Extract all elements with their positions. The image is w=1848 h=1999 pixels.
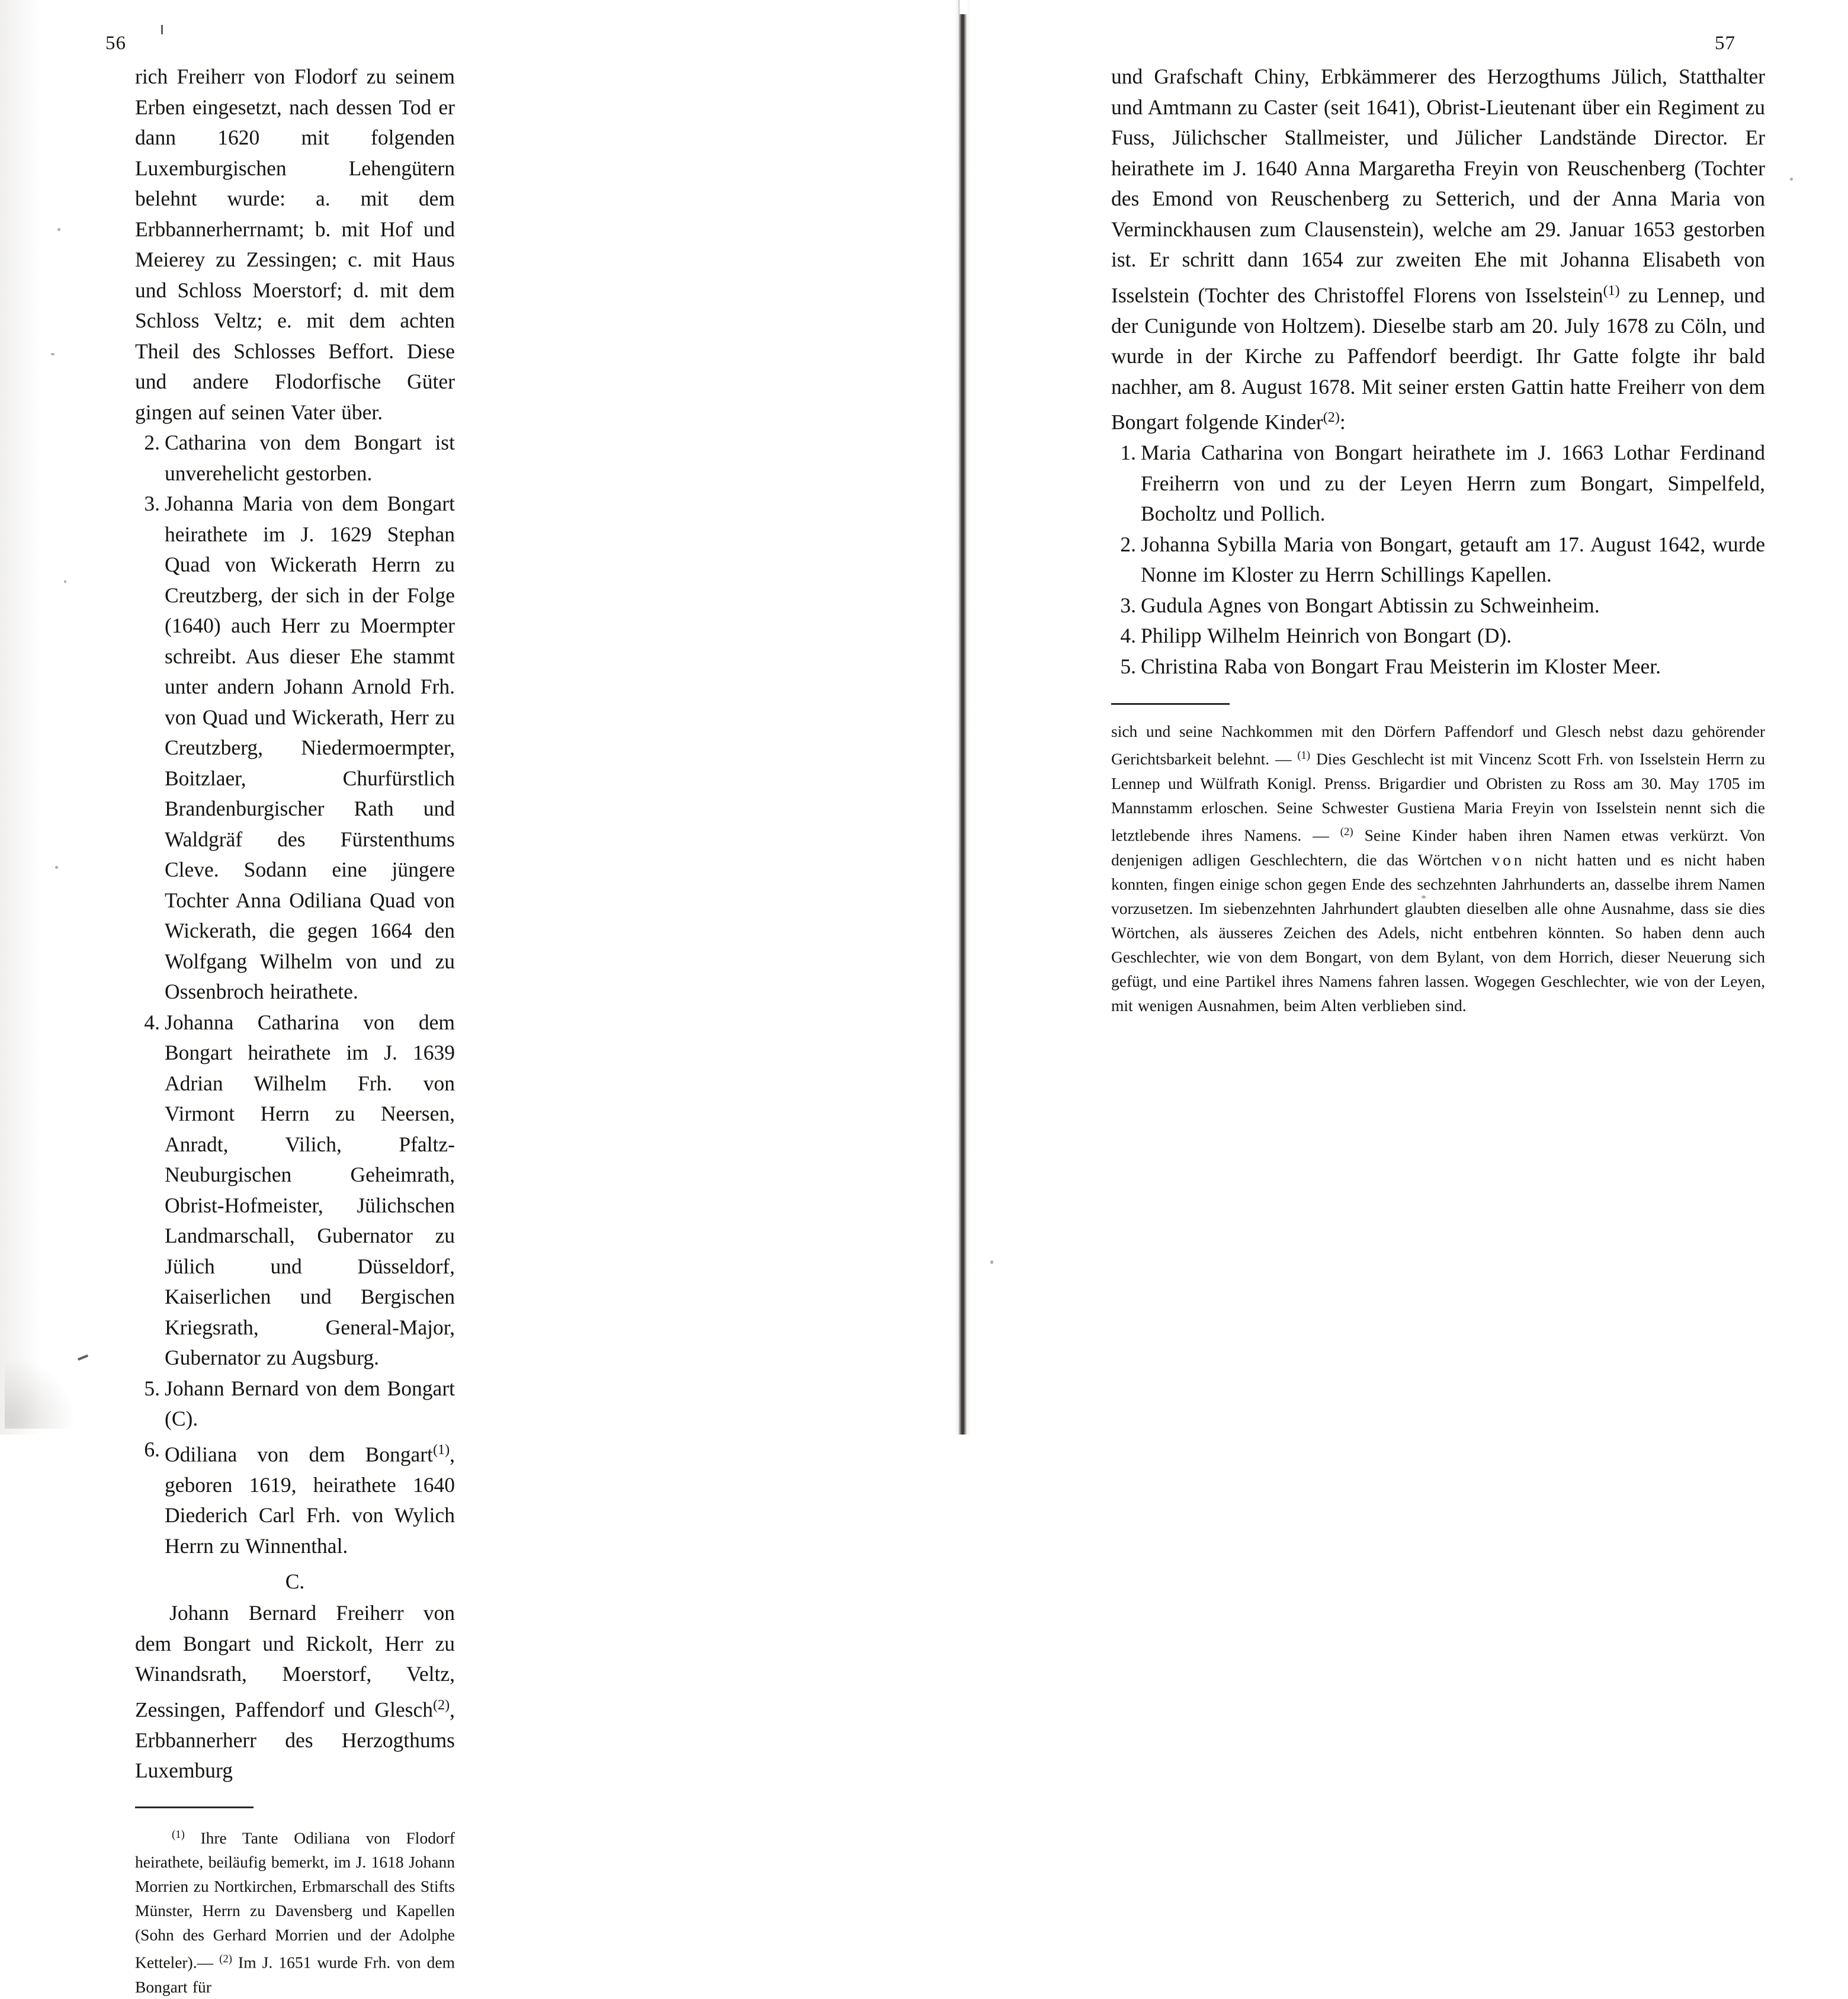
scan-artifact-speckle	[55, 866, 58, 869]
list-item	[135, 1435, 455, 1562]
list-item-number: 4.	[144, 1010, 160, 1034]
list-item-number: 6.	[144, 1437, 160, 1461]
footnote-marker-2: (2)	[1323, 409, 1340, 426]
list-item	[1111, 652, 1765, 682]
footnote-ref-1: (1)	[1297, 749, 1311, 762]
list-item-text-after-marker: , geboren 1619, heirathete 1640 Diederich Carl Frh. von Wylich Herrn zu Winnenthal.	[165, 1442, 455, 1558]
list-item-text: Johanna Catharina von dem Bongart heirathete im J. 1639 Adrian Wilhelm Frh. von Virmont Herrn zu Neersen, Anradt, Vilich, Pfaltz-Neuburgischen Geheimrath, Obrist-Hofmeister, Jülichschen Landmarschall, Gubernator zu Jülich und Düsseldorf, Kaiserlichen und Bergischen Kriegsrath, General-Major, Gubernator zu Augsburg.	[165, 1010, 455, 1369]
left-numbered-list	[135, 428, 455, 1561]
footnote-marker-1: (1)	[432, 1441, 450, 1458]
list-item	[1111, 530, 1765, 591]
folio-number-left: 56	[105, 33, 126, 54]
footnote-marker-2: (2)	[432, 1696, 450, 1713]
list-item-text: Christina Raba von Bongart Frau Meisterin im Kloster Meer.	[1141, 654, 1661, 678]
list-item-text: Johanna Sybilla Maria von Bongart, getauft am 17. August 1642, wurde Nonne im Kloster zu Herrn Schillings Kapellen.	[1141, 532, 1765, 587]
list-item-number: 4.	[1120, 624, 1136, 648]
gutter-top-gap	[960, 0, 968, 14]
list-item	[135, 428, 455, 489]
list-item-text: Johanna Maria von dem Bongart heirathete im J. 1629 Stephan Quad von Wickerath Herrn zu Creutzberg, der sich in der Folge (1640) auch Herr zu Moermpter schreibt. Aus dieser Ehe stammt unter andern Johann Arnold Frh. von Quad und Wickerath, Herr zu Creutzberg, Niedermoermpter, Boitzlaer, Churfürstlich Brandenburgischer Rath und Waldgräf des Fürstenthums Cleve. Sodann eine jüngere Tochter Anna Odiliana Quad von Wickerath, die gegen 1664 den Wolfgang Wilhelm von und zu Ossenbroch heirathete.	[165, 492, 455, 1003]
section-letter-heading: C.	[285, 1570, 305, 1594]
scan-artifact-speckle	[57, 228, 60, 231]
section-paragraph-before-marker: Johann Bernard Freiherr von dem Bongart und Rickolt, Herr zu Winandsrath, Moerstorf, Veltz, Zessingen, Paffendorf und Glesch	[135, 1601, 455, 1722]
list-item-number: 3.	[1120, 593, 1136, 617]
footnote-dash: —	[1313, 826, 1329, 845]
scan-artifact-speckle	[51, 353, 54, 355]
scan-corner-shading	[5, 1358, 76, 1429]
list-item	[1111, 621, 1765, 652]
footnote-separator-rule-right	[1111, 703, 1230, 705]
list-item-number: 2.	[144, 431, 160, 454]
continued-paragraph-right	[1111, 62, 1765, 438]
footnote-right	[1111, 719, 1765, 1017]
list-item-number: 1.	[1120, 441, 1136, 465]
footnote-ref-2: (2)	[1340, 825, 1353, 838]
continued-part-2: zu Lennep, und der Cunigunde von Holtzem). Dieselbe starb am 20. July 1678 zu Cöln, und wurde in der Kirche zu Paffendorf beerdigt. Ihr Gatte folgte ihr bald nachher, am 8. August 1678. Mit seiner ersten Gattin hatte Freiherr von dem Bongart folgende Kinder	[1111, 283, 1765, 434]
list-item-text: Maria Catharina von Bongart heirathete im J. 1663 Lothar Ferdinand Freiherrn von und zu der Leyen Herrn zum Bongart, Simpelfeld, Bocholtz und Pollich.	[1141, 441, 1765, 526]
footnote-marker-1: (1)	[1603, 282, 1620, 299]
footnote-ref-1: (1)	[172, 1828, 185, 1841]
list-item-number: 3.	[144, 492, 160, 515]
list-item-text: Catharina von dem Bongart ist unverehelicht gestorben.	[165, 431, 455, 485]
footnote-text-1: Ihre Tante Odiliana von Flodorf heirathete, beiläufig bemerkt, im J. 1618 Johann Morrien zu Nortkirchen, Erbmarschall des Stifts Münster, Herrn zu Davensberg und Kapellen (Sohn des Gerhard Morrien und der Adolphe Ketteler).	[135, 1828, 455, 1972]
list-item-text-before-marker: Odiliana von dem Bongart	[165, 1442, 433, 1467]
footnote-dash: —	[197, 1953, 214, 1972]
scan-artifact-tick	[78, 1355, 88, 1361]
list-item	[135, 1374, 455, 1435]
continued-part-1: und Grafschaft Chiny, Erbkämmerer des Herzogthums Jülich, Statthalter und Amtmann zu Caster (seit 1641), Obrist-Lieutenant über ein Regiment zu Fuss, Jülichscher Stallmeister, und Jülicher Landstände Director. Er heirathete im J. 1640 Anna Margaretha Freyin von Reuschenberg (Tochter des Emond von Reuschenberg zu Setterich, und der Anna Maria von Verminckhausen zum Clausenstein), welche am 29. Januar 1653 gestorben ist. Er schritt dann 1654 zur zweiten Ehe mit Johanna Elisabeth von Isselstein (Tochter des Christoffel Florens von Isselstein	[1111, 65, 1765, 307]
list-item-number: 5.	[1120, 654, 1136, 678]
list-item-text: Philipp Wilhelm Heinrich von Bongart (D).	[1141, 624, 1512, 648]
scan-edge-shading	[0, 0, 41, 1435]
list-item-text	[165, 1435, 455, 1562]
left-column-text	[135, 62, 455, 1999]
list-item	[135, 489, 455, 1007]
continued-paragraph-left: rich Freiherr von Flodorf zu seinem Erben eingesetzt, nach dessen Tod er dann 1620 mit folgenden Luxemburgischen Lehengütern belehnt wurde: a. mit dem Erbbannerherrnamt; b. mit Hof und Meierey zu Zessingen; c. mit Haus und Schloss Moerstorf; d. mit dem Schloss Veltz; e. mit dem achten Theil des Schlosses Beffort. Diese und andere Flodorfische Güter gingen auf seinen Vater über.	[135, 65, 455, 424]
list-item-number: 5.	[144, 1376, 160, 1400]
section-paragraph-after-marker: , Erbbannerherr des Herzogthums Luxemburg	[135, 1698, 455, 1783]
scan-artifact-tick	[161, 25, 163, 34]
list-item-number: 2.	[1120, 532, 1136, 556]
list-item	[1111, 591, 1765, 621]
footnote-dash: —	[1275, 749, 1292, 768]
scan-artifact-speckle	[64, 580, 66, 583]
right-footnote-block	[1111, 703, 1765, 1017]
section-paragraph	[135, 1598, 455, 1786]
footnote-separator-rule-left	[135, 1807, 254, 1808]
list-item-text: Gudula Agnes von Bongart Abtissin zu Schweinheim.	[1141, 593, 1600, 617]
footnote-text-2a: Seine Kinder haben ihren Namen etwas verkürzt. Von denjenigen adligen Geschlechtern, die das Wörtchen	[1111, 826, 1766, 869]
footnote-emphasis-von: von	[1491, 850, 1525, 869]
right-numbered-list	[1111, 438, 1765, 682]
footnote-text-2b: nicht hatten und es nicht haben konnten, fingen einige schon gegen Ende des sechzehnten Jahrhunderts an, dasselbe ihrem Namen vorzusetzen. Im siebenzehnten Jahrhundert glaubten dieselben alle ohne Ausnahme, dass sie dies Wörtchen, als äusseres Zeichen des Adels, nicht entbehren könnten. So haben denn auch Geschlechter, wie von dem Bongart, von dem Bylant, von dem Horrich, dieser Neuerung sich gefügt, und eine Partikel ihres Namens fahren lassen. Wogegen Geschlechter, wie von der Leyen, mit wenigen Ausnahmen, beim Alten verblieben sind.	[1111, 850, 1766, 1015]
continued-part-3: :	[1339, 410, 1346, 434]
footnote-text-2: Im J. 1651 wurde Frh. von dem Bongart für	[135, 1953, 455, 1997]
footnote-left	[135, 1822, 455, 1999]
right-column-text	[1111, 62, 1765, 1018]
list-item	[1111, 438, 1765, 530]
list-item-text: Johann Bernard von dem Bongart (C).	[165, 1376, 455, 1430]
folio-number-right: 57	[1715, 33, 1735, 54]
list-item	[135, 1007, 455, 1374]
footnote-text-1: Dies Geschlecht ist mit Vincenz Scott Frh. von Isselstein Herrn zu Lennep und Wülfrath Konigl. Prenss. Brigardier und Obristen zu Ross am 30. May 1705 im Mannstamm erloschen. Seine Schwester Gustiena Maria Freyin von Isselstein nennt sich die letztlebende ihres Namens.	[1111, 749, 1766, 845]
footnote-continuation-text: sich und seine Nachkommen mit den Dörfern Paffendorf und Glesch nebst dazu gehörender Gerichtsbarkeit belehnt.	[1111, 722, 1765, 768]
footnote-ref-2: (2)	[219, 1953, 232, 1966]
